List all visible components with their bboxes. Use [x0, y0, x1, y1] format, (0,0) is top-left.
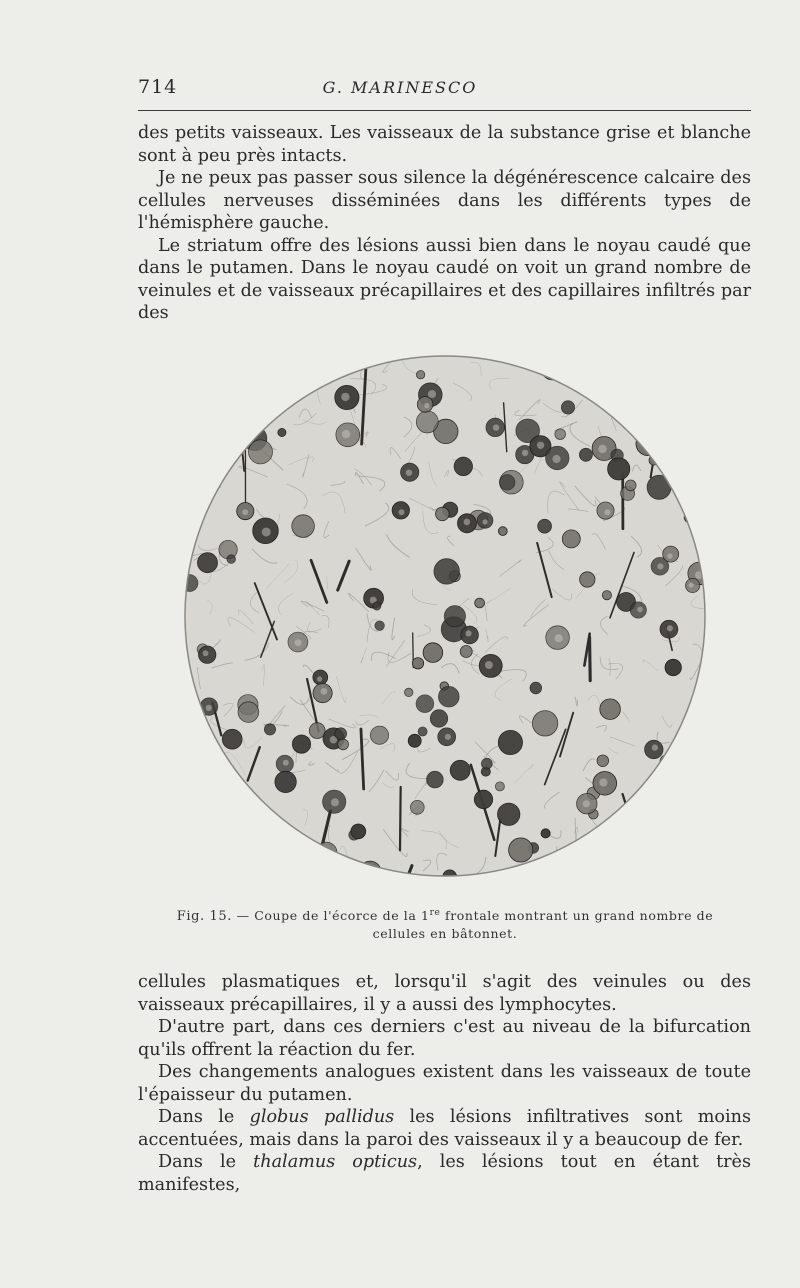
- nucleus-highlight: [445, 734, 451, 740]
- rod-cell: [183, 830, 204, 878]
- nucleus-highlight: [283, 843, 291, 851]
- cell-nucleus: [227, 555, 236, 564]
- cell-nucleus: [375, 621, 384, 630]
- fiber-stroke: [206, 842, 218, 869]
- fiber-stroke: [207, 786, 226, 791]
- rod-cell: [183, 746, 190, 795]
- cell-nucleus: [674, 771, 688, 785]
- cell-nucleus: [370, 726, 388, 744]
- nucleus-highlight: [493, 424, 499, 430]
- cell-nucleus: [338, 739, 349, 750]
- fiber-stroke: [186, 392, 210, 411]
- fiber-stroke: [261, 870, 268, 877]
- fiber-stroke: [226, 424, 251, 432]
- cell-nucleus: [335, 728, 347, 740]
- cell-nucleus: [495, 782, 504, 791]
- nucleus-highlight: [424, 403, 429, 408]
- fiber-stroke: [305, 846, 316, 855]
- fiber-stroke: [183, 586, 185, 590]
- nucleus-highlight: [583, 800, 590, 807]
- nucleus-highlight: [522, 450, 528, 456]
- italic-term: thalamus opticus: [253, 1152, 418, 1172]
- cell-nucleus: [597, 755, 609, 767]
- nucleus-highlight: [552, 455, 560, 463]
- cell-nucleus: [238, 702, 259, 723]
- fiber-stroke: [628, 839, 644, 861]
- page-number: 714: [138, 76, 178, 98]
- cell-nucleus: [222, 729, 242, 749]
- cell-nucleus: [679, 780, 688, 789]
- fiber-stroke: [638, 817, 644, 839]
- running-title: G. MARINESCO: [322, 78, 478, 97]
- cell-nucleus: [665, 659, 681, 675]
- nucleus-highlight: [242, 509, 248, 515]
- nucleus-highlight: [280, 845, 286, 851]
- fiber-stroke: [660, 354, 662, 355]
- rod-cell: [603, 857, 606, 878]
- text-run: Dans le: [158, 1152, 254, 1172]
- fiber-stroke: [700, 354, 707, 367]
- cell-nucleus: [444, 606, 465, 627]
- paragraph: Des changements analogues existent dans les vaisseaux de toute l'épaisseur du putamen.: [138, 1062, 751, 1105]
- cell-nucleus: [373, 602, 381, 610]
- nucleus-highlight: [203, 650, 209, 656]
- nucleus-highlight: [465, 630, 471, 636]
- cell-nucleus: [498, 730, 522, 754]
- header-rule: [138, 110, 751, 111]
- nucleus-highlight: [262, 354, 270, 362]
- nucleus-highlight: [689, 583, 694, 588]
- cell-nucleus: [674, 475, 686, 487]
- nucleus-highlight: [262, 528, 271, 537]
- paragraph: cellules plasmatiques et, lorsqu'il s'agit des veinules ou des vaisseaux précapillaires, il y a aussi des lymphocytes.: [138, 972, 751, 1015]
- fiber-stroke: [271, 356, 288, 370]
- fiber-stroke: [690, 479, 707, 485]
- cell-nucleus: [198, 553, 218, 573]
- paragraph: Je ne peux pas passer sous silence la dégénérescence calcaire des cellules nerveuses disséminées dans les différents types de l'hémisphère gauche.: [138, 168, 751, 233]
- cell-nucleus: [412, 658, 423, 669]
- nucleus-highlight: [637, 607, 643, 613]
- cell-nucleus: [625, 480, 636, 491]
- fiber-stroke: [238, 826, 248, 838]
- cell-nucleus: [532, 711, 557, 736]
- nucleus-highlight: [598, 445, 606, 453]
- cell-nucleus: [416, 411, 438, 433]
- fiber-stroke: [587, 867, 596, 873]
- nucleus-highlight: [604, 509, 610, 515]
- rod-cell: [488, 877, 502, 878]
- cell-nucleus: [561, 401, 574, 414]
- fiber-stroke: [233, 400, 244, 423]
- nucleus-highlight: [555, 634, 563, 642]
- cell-nucleus: [542, 360, 562, 380]
- fiber-stroke: [659, 842, 677, 859]
- fiber-stroke: [193, 784, 202, 793]
- nucleus-highlight: [677, 774, 682, 779]
- fiber-stroke: [669, 378, 682, 392]
- fiber-stroke: [283, 863, 292, 867]
- cell-nucleus: [292, 515, 315, 538]
- cell-nucleus: [309, 723, 325, 739]
- fiber-stroke: [231, 837, 243, 851]
- fiber-stroke: [183, 449, 187, 460]
- cell-nucleus: [275, 771, 296, 792]
- cell-nucleus: [530, 682, 542, 694]
- cell-nucleus: [267, 839, 291, 863]
- cell-nucleus: [278, 428, 286, 436]
- cell-nucleus: [474, 790, 492, 808]
- rod-cell: [590, 637, 591, 681]
- fiber-stroke: [679, 765, 696, 772]
- bottom-text-block: [138, 971, 751, 1196]
- fiber-stroke: [192, 771, 200, 792]
- fiber-stroke: [183, 426, 193, 456]
- italic-term: globus pallidus: [249, 1107, 395, 1127]
- fiber-stroke: [255, 837, 276, 849]
- cell-nucleus: [292, 735, 310, 753]
- cell-nucleus: [183, 575, 198, 592]
- cell-nucleus: [434, 559, 459, 584]
- fiber-stroke: [595, 860, 619, 878]
- cell-nucleus: [410, 800, 424, 814]
- nucleus-highlight: [482, 519, 487, 524]
- figure-micrograph: [183, 354, 707, 878]
- caption-text: — Coupe de l'écorce de la 1: [236, 908, 430, 924]
- fiber-stroke: [651, 429, 676, 442]
- fiber-stroke: [183, 452, 186, 461]
- cell-nucleus: [608, 458, 630, 480]
- paragraph: D'autre part, dans ces derniers c'est au niveau de la bifurcation qu'ils offrent la réaction du fer.: [138, 1017, 751, 1060]
- nucleus-highlight: [283, 760, 289, 766]
- text-run: , les lésions tout en étant très manifestes,: [138, 1152, 751, 1195]
- fiber-stroke: [249, 803, 253, 810]
- cell-nucleus: [481, 758, 492, 769]
- cell-nucleus: [416, 695, 434, 713]
- nucleus-highlight: [464, 519, 471, 526]
- cell-nucleus: [677, 415, 688, 426]
- nucleus-highlight: [399, 509, 405, 515]
- cell-nucleus: [316, 842, 337, 863]
- cell-nucleus: [264, 724, 275, 735]
- nucleus-highlight: [428, 390, 436, 398]
- cell-nucleus: [430, 710, 447, 727]
- paragraph: [138, 1106, 751, 1151]
- cell-nucleus: [515, 872, 526, 878]
- cell-nucleus: [602, 591, 611, 600]
- cell-nucleus: [272, 841, 289, 858]
- fiber-stroke: [189, 841, 195, 857]
- cell-nucleus: [632, 810, 650, 828]
- cell-nucleus: [273, 836, 296, 859]
- cell-nucleus: [232, 386, 246, 400]
- cell-nucleus: [460, 646, 472, 658]
- text-run: les lésions infiltratives sont moins accentuées, mais dans la paroi des vaisseaux il y a beaucoup de fer.: [138, 1107, 751, 1150]
- cell-nucleus: [498, 527, 507, 536]
- paragraph: [138, 1151, 751, 1196]
- nucleus-highlight: [321, 851, 328, 858]
- nucleus-highlight: [238, 389, 243, 394]
- figure-caption: [150, 905, 740, 942]
- nucleus-highlight: [183, 803, 190, 812]
- rod-cell: [603, 847, 615, 878]
- fiber-stroke: [640, 364, 662, 371]
- cell-nucleus: [538, 519, 552, 533]
- nucleus-highlight: [342, 430, 350, 438]
- top-text-block: [138, 122, 751, 325]
- cell-nucleus: [256, 354, 279, 372]
- fiber-stroke: [330, 872, 340, 876]
- cell-nucleus: [579, 448, 592, 461]
- cell-nucleus: [475, 598, 485, 608]
- cell-nucleus: [244, 361, 256, 373]
- cell-nucleus: [235, 847, 243, 855]
- cell-nucleus: [416, 371, 424, 379]
- cell-nucleus: [450, 760, 470, 780]
- fiber-stroke: [699, 503, 707, 528]
- cell-nucleus: [436, 507, 450, 521]
- rod-cell: [623, 794, 639, 844]
- cell-nucleus: [427, 771, 444, 788]
- fiber-stroke: [183, 839, 207, 844]
- fiber-stroke: [595, 830, 599, 842]
- fiber-stroke: [679, 354, 697, 379]
- cell-nucleus: [607, 839, 620, 852]
- fiber-stroke: [636, 793, 657, 803]
- fiber-stroke: [253, 415, 268, 422]
- cell-nucleus: [500, 475, 515, 490]
- fiber-stroke: [183, 818, 194, 842]
- nucleus-highlight: [667, 625, 673, 631]
- nucleus-highlight: [341, 393, 349, 401]
- fiber-stroke: [690, 812, 705, 836]
- fiber-stroke: [263, 367, 273, 390]
- cell-nucleus: [405, 688, 413, 696]
- micrograph-illustration: [183, 354, 707, 878]
- nucleus-highlight: [485, 661, 493, 669]
- fiber-stroke: [410, 354, 422, 357]
- cell-nucleus: [555, 429, 566, 440]
- paragraph: Le striatum offre des lésions aussi bien dans le noyau caudé que dans le putamen. Dans le noyau caudé on voit un grand nombre de veinules et de vaisseaux précapillaires et des capillaires infiltrés par des: [138, 235, 751, 323]
- cell-nucleus: [669, 435, 681, 447]
- cell-nucleus: [600, 699, 621, 720]
- fiber-stroke: [673, 786, 687, 803]
- nucleus-highlight: [317, 676, 322, 681]
- cell-nucleus: [423, 643, 443, 663]
- cell-nucleus: [660, 754, 676, 770]
- cell-nucleus: [498, 803, 520, 825]
- nucleus-highlight: [667, 553, 673, 559]
- cell-nucleus: [541, 829, 550, 838]
- cell-nucleus: [580, 572, 595, 587]
- cell-nucleus: [647, 475, 671, 499]
- cell-nucleus: [206, 395, 216, 405]
- nucleus-highlight: [295, 639, 302, 646]
- nucleus-highlight: [258, 374, 267, 383]
- nucleus-highlight: [406, 470, 412, 476]
- fiber-stroke: [196, 462, 220, 470]
- fiber-stroke: [219, 826, 225, 845]
- nucleus-highlight: [537, 442, 544, 449]
- cell-nucleus: [249, 440, 273, 464]
- cell-nucleus: [351, 824, 366, 839]
- cell-nucleus: [680, 492, 696, 508]
- cell-nucleus: [249, 367, 275, 393]
- nucleus-highlight: [321, 688, 328, 695]
- cell-nucleus: [562, 530, 580, 548]
- caption-superscript: re: [429, 908, 441, 918]
- cell-nucleus: [418, 727, 427, 736]
- cell-nucleus: [509, 838, 533, 862]
- nucleus-highlight: [599, 778, 607, 786]
- fiber-stroke: [207, 381, 222, 388]
- nucleus-highlight: [657, 563, 663, 569]
- text-run: Dans le: [158, 1107, 250, 1127]
- cell-nucleus: [634, 412, 642, 420]
- fiber-stroke: [677, 354, 690, 358]
- rod-cell: [400, 787, 401, 850]
- nucleus-highlight: [652, 744, 658, 750]
- fiber-stroke: [219, 393, 242, 412]
- fiber-stroke: [647, 846, 663, 858]
- figure-label: Fig. 15.: [176, 909, 232, 925]
- caption-text: frontale montrant un grand nombre de cellules en bâtonnet.: [372, 908, 714, 942]
- cell-nucleus: [183, 808, 199, 825]
- rod-cell: [699, 373, 707, 448]
- nucleus-highlight: [365, 870, 373, 878]
- nucleus-highlight: [206, 705, 212, 711]
- nucleus-highlight: [331, 798, 339, 806]
- cell-nucleus: [439, 686, 460, 707]
- fiber-stroke: [638, 808, 650, 833]
- paragraph: des petits vaisseaux. Les vaisseaux de la substance grise et blanche sont à peu près intacts.: [138, 123, 751, 166]
- cell-nucleus: [408, 734, 421, 747]
- cell-nucleus: [186, 434, 201, 449]
- cell-nucleus: [454, 457, 472, 475]
- cell-nucleus: [183, 793, 200, 818]
